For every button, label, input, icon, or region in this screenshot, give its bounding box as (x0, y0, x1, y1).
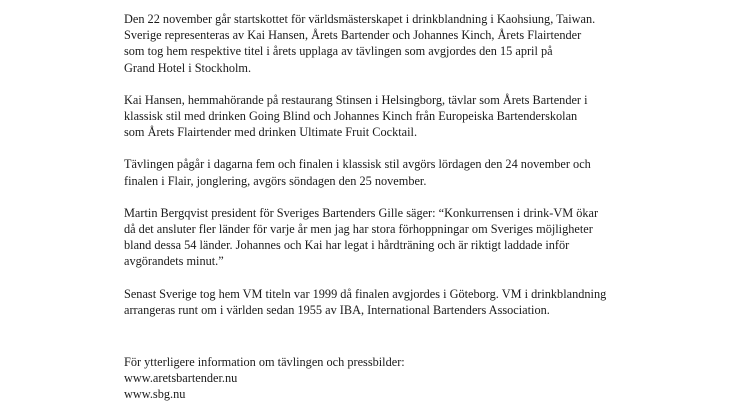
paragraph-intro (124, 11, 724, 76)
text-line: Den 22 november går startskottet för världsmästerskapet i drinkblandning i Kaohsiung, Taiwan. (124, 12, 596, 26)
text-line: Tävlingen pågår i dagarna fem och finalen i klassisk stil avgörs lördagen den 24 november och (124, 157, 591, 172)
text-line: arrangeras runt om i världen sedan 1955 av IBA, International Bartenders Association. (124, 302, 550, 317)
text-line: Senast Sverige tog hem VM titeln var 1999 då finalen avgjordes i Göteborg. VM i drinkblandning (124, 286, 607, 301)
website-link-sbg[interactable]: www.sbg.nu (124, 387, 186, 402)
contact-info (124, 354, 724, 403)
text-line: Grand Hotel i Stockholm. (124, 60, 252, 75)
paragraph-quote (124, 205, 724, 270)
text-line: då det ansluter fler länder för varje år men jag har stora förhoppningar om Sveriges möjligheter (124, 222, 593, 237)
website-link-aretsbartender[interactable]: www.aretsbartender.nu (124, 371, 238, 386)
contact-intro: För ytterligere information om tävlingen och pressbilder: (124, 355, 405, 370)
text-line: klassisk stil med drinken Going Blind och Johannes Kinch från Europeiska Bartenderskolan (124, 109, 578, 124)
text-line: bland dessa 54 länder. Johannes och Kai har legat i hårdträning och är riktigt laddade inför (124, 238, 570, 253)
text-line: Martin Bergqvist president för Sveriges Bartenders Gille säger: “Konkurrensen i drink-VM ökar (124, 205, 599, 220)
paragraph-schedule (124, 156, 724, 188)
text-line: avgörandets minut.” (124, 254, 224, 269)
text-line: finalen i Flair, jonglering, avgörs söndagen den 25 november. (124, 173, 427, 188)
paragraph-competitors (124, 92, 724, 141)
press-release-body (124, 11, 724, 403)
text-line: som Årets Flairtender med drinken Ultimate Fruit Cocktail. (124, 125, 418, 140)
text-line: Kai Hansen, hemmahörande på restaurang Stinsen i Helsingborg, tävlar som Årets Bartender i (124, 92, 588, 107)
paragraph-history (124, 286, 724, 318)
text-line: Sverige representeras av Kai Hansen, Årets Bartender och Johannes Kinch, Årets Flairtender (124, 28, 582, 43)
text-line: som tog hem respektive titel i årets upplaga av tävlingen som avgjordes den 15 april på (124, 44, 553, 59)
